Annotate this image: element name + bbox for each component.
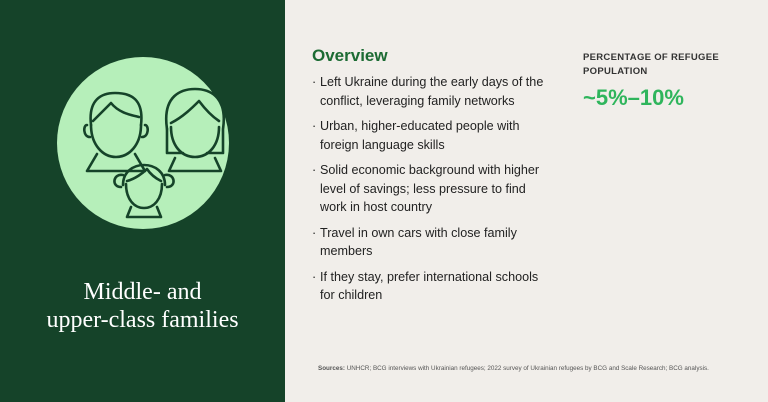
list-item — [312, 117, 552, 154]
list-item-text: Solid economic background with higher level of savings; less pressure to find work in host country — [320, 163, 540, 214]
bullet-dot: · — [312, 269, 317, 284]
stat-label: PERCENTAGE OF REFUGEE POPULATION — [583, 52, 719, 77]
family-icon — [57, 57, 229, 229]
persona-title-line1: Middle- and — [83, 279, 202, 305]
bullet-dot: · — [312, 75, 317, 89]
persona-title-line2: upper-class families — [46, 307, 239, 333]
overview-list — [312, 73, 552, 312]
content-area — [285, 0, 768, 402]
list-item-text: If they stay, prefer international schools for children — [320, 269, 539, 302]
list-item-text: Urban, higher-educated people with foreign language skills — [320, 119, 520, 152]
list-item-text: Travel in own cars with close family members — [320, 225, 517, 258]
list-item — [312, 224, 552, 261]
bullet-dot: · — [312, 225, 317, 240]
list-item-text: Left Ukraine during the early days of the conflict, leveraging family networks — [320, 75, 544, 108]
bullet-dot: · — [312, 163, 317, 177]
sources-note — [318, 365, 758, 372]
overview-heading: Overview — [312, 46, 388, 65]
list-item — [312, 161, 552, 217]
list-item — [312, 268, 552, 305]
persona-illustration — [57, 57, 229, 229]
bullet-dot: · — [312, 119, 317, 133]
persona-panel — [0, 0, 285, 402]
stat-value: ~5%–10% — [583, 85, 684, 110]
persona-title — [0, 278, 285, 334]
sources-text: UNHCR; BCG interviews with Ukrainian refugees; 2022 survey of Ukrainian refugees by BCG and Scale Research; BCG analysis. — [346, 365, 709, 372]
sources-prefix: Sources: — [318, 365, 345, 372]
list-item — [312, 73, 552, 110]
